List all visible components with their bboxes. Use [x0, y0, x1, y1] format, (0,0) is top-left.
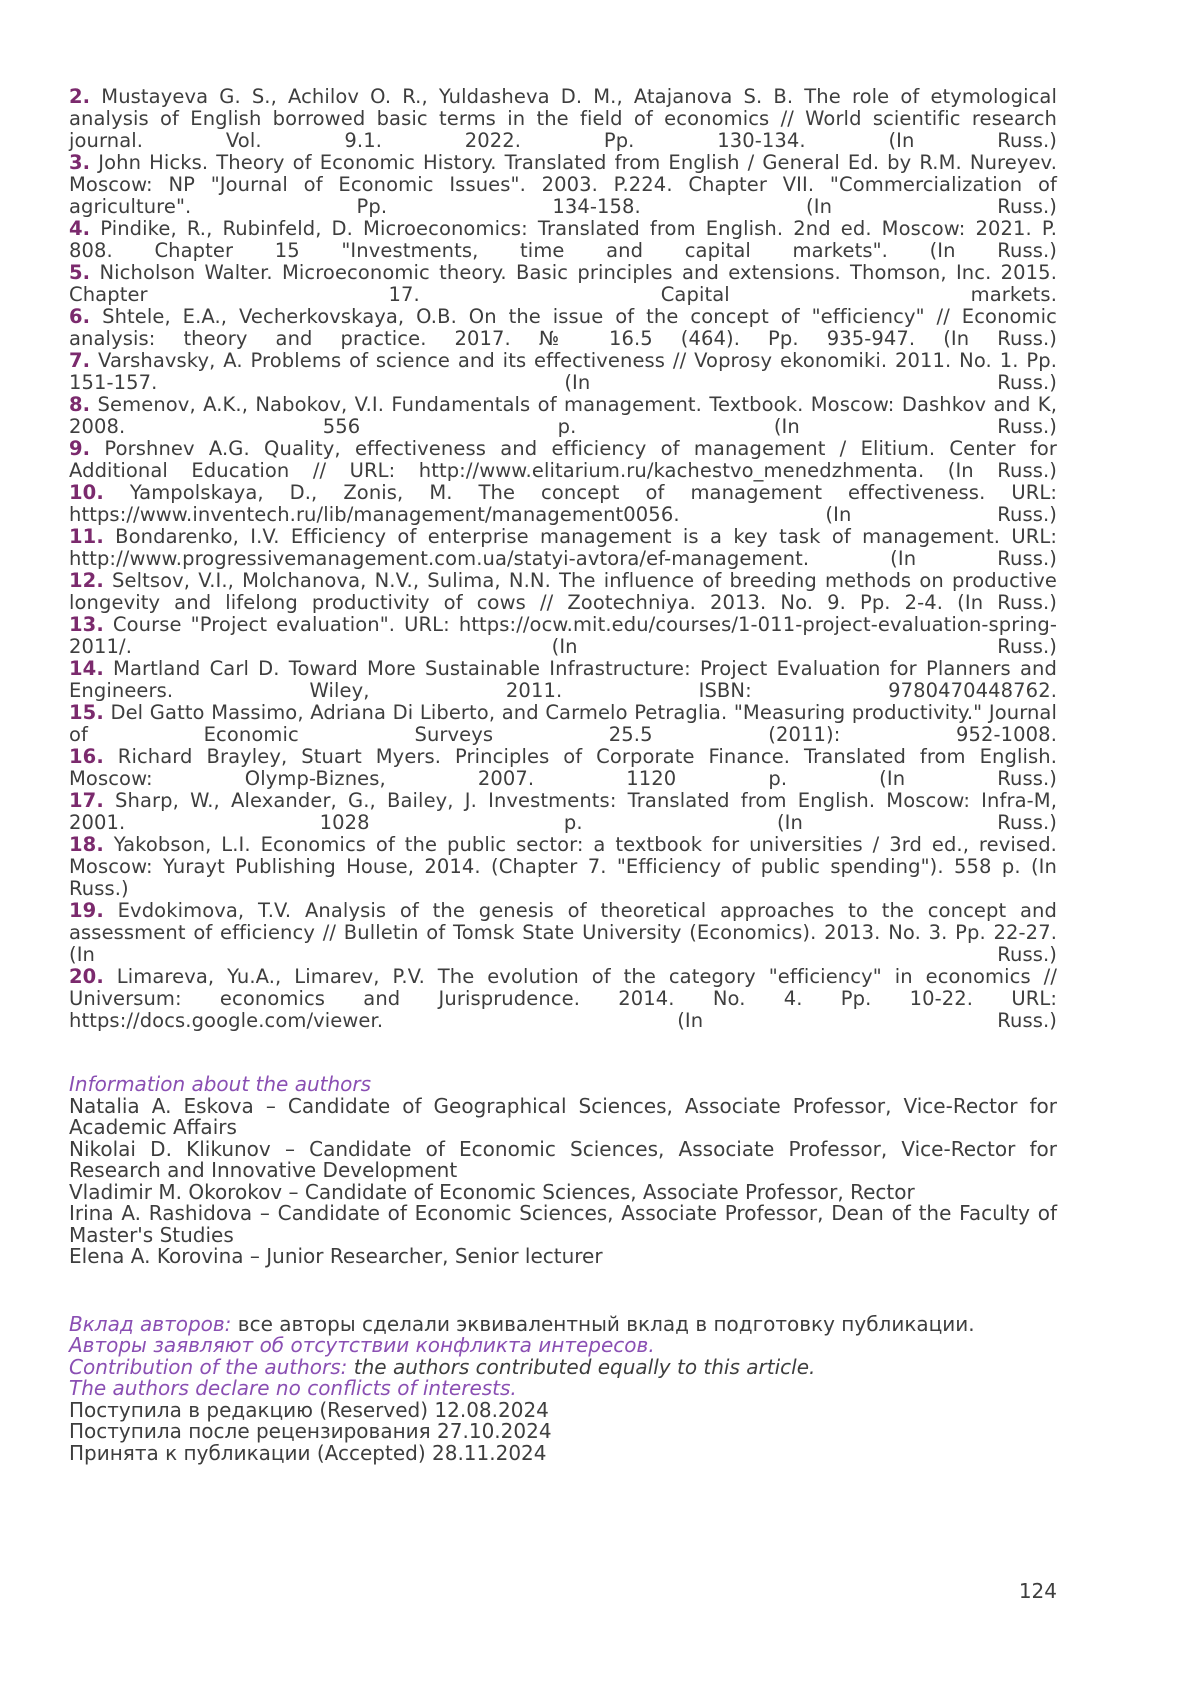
reference-item: 17. Sharp, W., Alexander, G., Bailey, J. Investments: Translated from English. Moscow: Infra-M, 2001. 1028 p. (In Russ.)	[69, 789, 1057, 834]
reference-number: 9.	[69, 437, 91, 460]
author-list	[69, 1093, 1057, 1268]
contribution-line	[69, 1421, 1057, 1443]
author-entry: Irina A. Rashidova – Candidate of Economic Sciences, Associate Professor, Dean of the Faculty of Master's Studies	[69, 1201, 1057, 1247]
reference-item: 13. Course "Project evaluation". URL: https://ocw.mit.edu/courses/1-011-project-evaluation-spring-2011/. (In Russ.)	[69, 613, 1057, 658]
contribution-line	[69, 1354, 1057, 1379]
reference-item: 2. Mustayeva G. S., Achilov O. R., Yuldasheva D. M., Atajanova S. B. The role of etymological analysis of English borrowed basic terms in the field of economics // World scientific research journal. Vol. 9.1. 2022. Pp. 130-134. (In Russ.)	[69, 85, 1057, 152]
text-segment: Принята к публикации (Accepted) 28.11.2024	[69, 1440, 547, 1465]
reference-number: 8.	[69, 393, 91, 416]
reference-item: 15. Del Gatto Massimo, Adriana Di Liberto, and Carmelo Petraglia. "Measuring productivity." Journal of Economic Surveys 25.5 (2011): 952-1008.	[69, 701, 1057, 746]
reference-number: 14.	[69, 657, 104, 680]
reference-number: 15.	[69, 701, 104, 724]
reference-number: 16.	[69, 745, 104, 768]
reference-item: 5. Nicholson Walter. Microeconomic theory. Basic principles and extensions. Thomson, Inc. 2015. Chapter 17. Capital markets.	[69, 261, 1057, 306]
contribution-block	[69, 1311, 1057, 1465]
authors-info-heading: Information about the authors	[69, 1072, 372, 1096]
page-number: 124	[1018, 1579, 1057, 1603]
author-entry: Elena A. Korovina – Junior Researcher, Senior lecturer	[69, 1244, 603, 1268]
reference-list	[69, 86, 1057, 1032]
text-segment: Авторы заявляют об отсутствии конфликта интересов.	[69, 1333, 655, 1357]
contribution-line	[69, 1440, 1057, 1465]
reference-number: 10.	[69, 481, 104, 504]
contribution-line	[69, 1397, 1057, 1422]
contribution-line	[69, 1335, 1057, 1357]
reference-item: 19. Evdokimova, T.V. Analysis of the genesis of theoretical approaches to the concept and assessment of efficiency // Bulletin of Tomsk State University (Economics). 2013. No. 3. Pp. 22-27. (In Russ.)	[69, 899, 1057, 966]
reference-item: 10. Yampolskaya, D., Zonis, M. The concept of management effectiveness. URL: https://www.inventech.ru/lib/management/management0056. (In Russ.)	[69, 481, 1057, 526]
text-segment: the authors contributed equally to this article.	[347, 1354, 816, 1379]
text-segment: Поступила в редакцию (Reserved) 12.08.2024	[69, 1397, 549, 1422]
author-entry: Natalia A. Eskova – Candidate of Geographical Sciences, Associate Professor, Vice-Rector for Academic Affairs	[69, 1093, 1057, 1139]
text-segment: Contribution of the authors:	[69, 1354, 348, 1379]
reference-item: 8. Semenov, A.K., Nabokov, V.I. Fundamentals of management. Textbook. Moscow: Dashkov and K, 2008. 556 p. (In Russ.)	[69, 393, 1057, 438]
reference-item: 7. Varshavsky, A. Problems of science and its effectiveness // Voprosy ekonomiki. 2011. No. 1. Pp. 151-157. (In Russ.)	[69, 349, 1057, 394]
reference-number: 20.	[69, 965, 104, 988]
reference-item: 16. Richard Brayley, Stuart Myers. Principles of Corporate Finance. Translated from English. Moscow: Olymp-Biznes, 2007. 1120 p. (In Russ.)	[69, 745, 1057, 790]
reference-number: 7.	[69, 349, 91, 372]
contribution-line	[69, 1378, 1057, 1400]
reference-number: 4.	[69, 217, 91, 240]
reference-number: 13.	[69, 613, 104, 636]
reference-item: 14. Martland Carl D. Toward More Sustainable Infrastructure: Project Evaluation for Planners and Engineers. Wiley, 2011. ISBN: 9780470448762.	[69, 657, 1057, 702]
reference-number: 6.	[69, 305, 91, 328]
reference-number: 2.	[69, 85, 91, 108]
reference-item: 20. Limareva, Yu.A., Limarev, P.V. The evolution of the category "efficiency" in economics // Universum: economics and Jurisprudence. 2014. No. 4. Pp. 10-22. URL: https://docs.google.com/viewer. (In Russ.)	[69, 965, 1057, 1032]
reference-number: 19.	[69, 899, 104, 922]
reference-number: 12.	[69, 569, 104, 592]
author-entry: Nikolai D. Klikunov – Candidate of Economic Sciences, Associate Professor, Vice-Rector for Research and Innovative Development	[69, 1136, 1057, 1182]
reference-item: 11. Bondarenko, I.V. Efficiency of enterprise management is a key task of management. URL: http://www.progressivemanagement.com.ua/statyi-avtora/ef-management. (In Russ.)	[69, 525, 1057, 570]
text-segment: все авторы сделали эквивалентный вклад в подготовку публикации.	[231, 1311, 975, 1336]
reference-item: 18. Yakobson, L.I. Economics of the public sector: a textbook for universities / 3rd ed., revised. Moscow: Yurayt Publishing House, 2014. (Chapter 7. "Efficiency of public spending"). 558 p. (In Russ.)	[69, 833, 1057, 900]
page-content	[69, 86, 1057, 1464]
reference-number: 17.	[69, 789, 104, 812]
reference-item: 9. Porshnev A.G. Quality, effectiveness and efficiency of management / Elitium. Center for Additional Education // URL: http://www.elitarium.ru/kachestvo_menedzhmenta. (In Russ.)	[69, 437, 1057, 482]
authors-info-section	[69, 1074, 1057, 1268]
text-segment: The authors declare no conflicts of interests.	[69, 1376, 517, 1400]
reference-number: 5.	[69, 261, 91, 284]
reference-item: 12. Seltsov, V.I., Molchanova, N.V., Sulima, N.N. The influence of breeding methods on productive longevity and lifelong productivity of cows // Zootechniya. 2013. No. 9. Pp. 2-4. (In Russ.)	[69, 569, 1057, 614]
contribution-line	[69, 1311, 1057, 1336]
text-segment: Вклад авторов:	[69, 1311, 232, 1336]
reference-item: 6. Shtele, E.A., Vecherkovskaya, O.B. On the issue of the concept of "efficiency" // Economic analysis: theory and practice. 2017. № 16.5 (464). Pp. 935-947. (In Russ.)	[69, 305, 1057, 350]
reference-item: 3. John Hicks. Theory of Economic History. Translated from English / General Ed. by R.M. Nureyev. Moscow: NP "Journal of Economic Issues". 2003. P.224. Chapter VII. "Commercialization of agriculture". Pp. 134-158. (In Russ.)	[69, 151, 1057, 218]
reference-number: 11.	[69, 525, 104, 548]
text-segment: Поступила после рецензирования 27.10.2024	[69, 1419, 552, 1443]
reference-number: 3.	[69, 151, 91, 174]
reference-item: 4. Pindike, R., Rubinfeld, D. Microeconomics: Translated from English. 2nd ed. Moscow: 2021. P. 808. Chapter 15 "Investments, time and capital markets". (In Russ.)	[69, 217, 1057, 262]
reference-number: 18.	[69, 833, 104, 856]
author-entry: Vladimir M. Okorokov – Candidate of Economic Sciences, Associate Professor, Rector	[69, 1179, 915, 1204]
